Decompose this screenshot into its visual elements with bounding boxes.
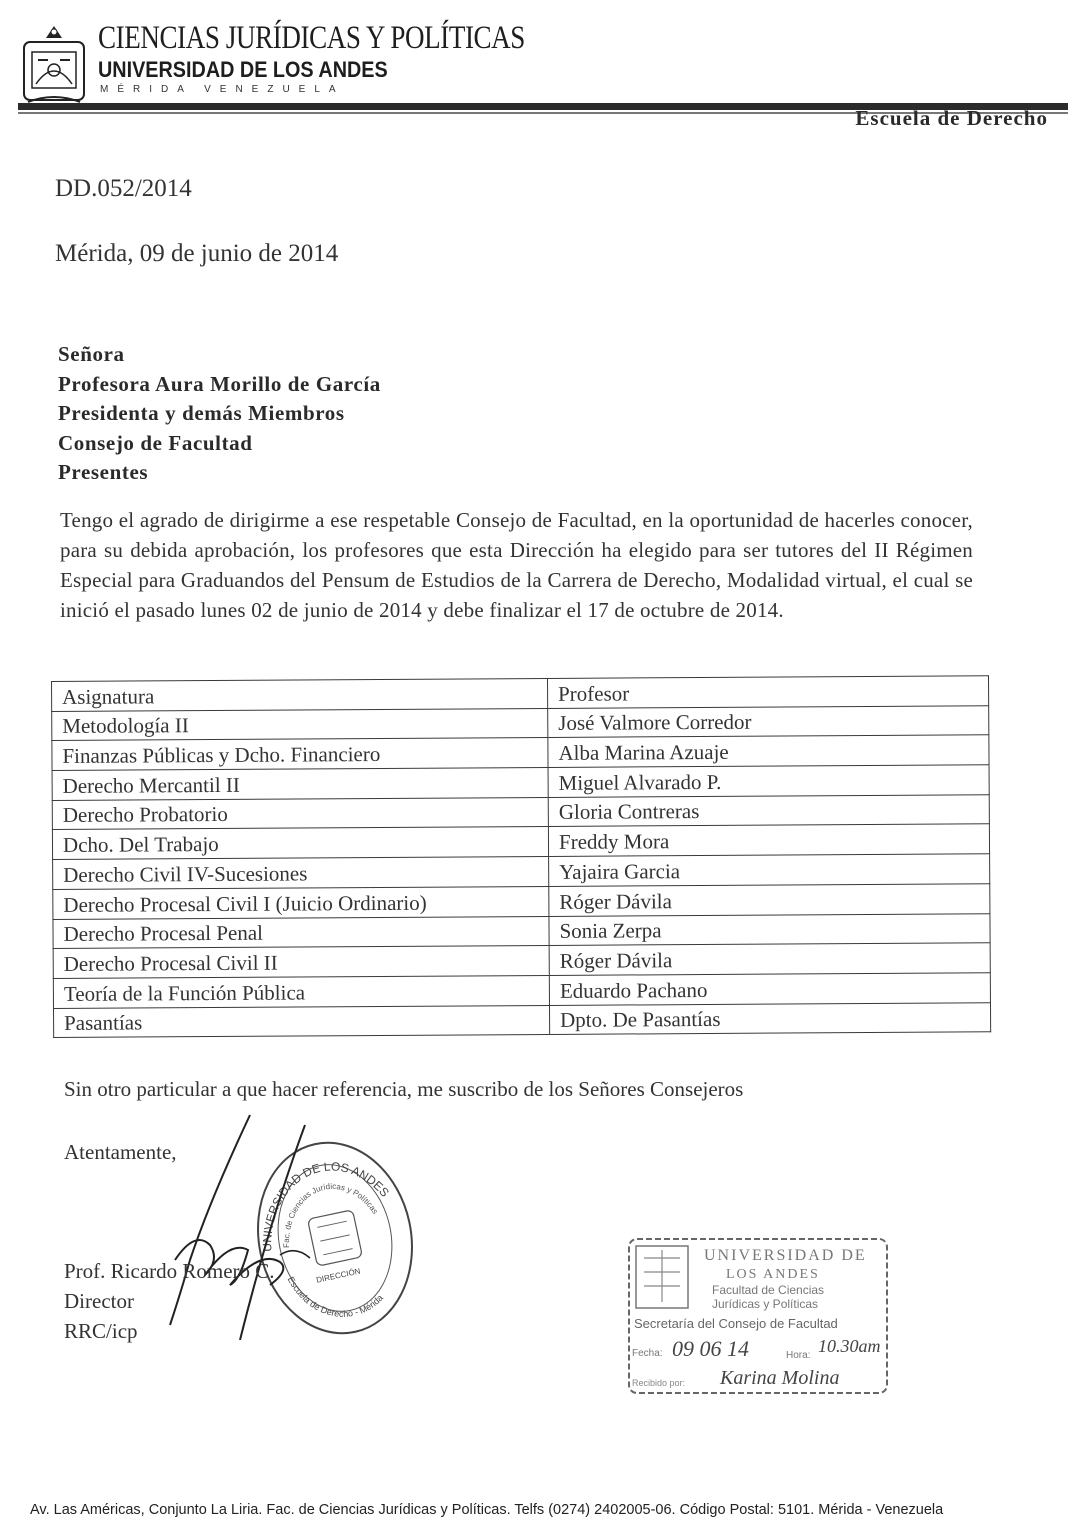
table-cell-professor: Miguel Alvarado P. <box>548 765 989 797</box>
recipient-line: Profesora Aura Morillo de García <box>58 371 381 396</box>
reference-number: DD.052/2014 <box>55 175 192 202</box>
reception-stamp <box>626 1236 890 1396</box>
table-cell-subject: Derecho Civil IV-Sucesiones <box>53 857 549 890</box>
table-cell-professor: Alba Marina Azuaje <box>548 735 989 767</box>
stamp-line-4: Jurídicas y Políticas <box>712 1297 819 1311</box>
header-city: MÉRIDA VENEZUELA <box>100 84 345 95</box>
table-cell-subject: Dcho. Del Trabajo <box>52 827 548 860</box>
table-header-subject: Asignatura <box>52 678 548 711</box>
recipient-line: Presidenta y demás Miembros <box>58 401 345 425</box>
table-cell-subject: Derecho Procesal Penal <box>53 916 549 949</box>
stamp-time-value: 10.30am <box>818 1336 881 1356</box>
university-crest-logo <box>18 22 90 108</box>
signer-role: Director <box>64 1289 134 1313</box>
table-cell-subject: Finanzas Públicas y Dcho. Financiero <box>52 738 548 771</box>
stamp-time-label: Hora: <box>786 1350 811 1361</box>
tutors-table <box>51 675 991 1038</box>
recipient-line: Presentes <box>58 460 149 484</box>
table-cell-professor: Freddy Mora <box>548 824 989 856</box>
table-cell-professor: Gloria Contreras <box>548 795 989 827</box>
table-cell-subject: Derecho Mercantil II <box>52 768 548 801</box>
table-cell-professor: Róger Dávila <box>549 943 990 975</box>
stamp-line-3: Facultad de Ciencias <box>712 1283 825 1297</box>
signer-initials: RRC/icp <box>64 1319 138 1343</box>
table-cell-professor: Sonia Zerpa <box>549 913 990 945</box>
closing-text: Sin otro particular a que hacer referencia, me suscribo de los Señores Consejeros <box>64 1077 744 1101</box>
seal-center-text: DIRECCIÓN <box>315 1266 362 1285</box>
recipient-line: Consejo de Facultad <box>58 430 253 455</box>
header-title: CIENCIAS JURÍDICAS Y POLÍTICAS <box>98 20 525 56</box>
stamp-line-5: Secretaría del Consejo de Facultad <box>634 1316 838 1331</box>
table-cell-subject: Derecho Procesal Civil I (Juicio Ordinario) <box>53 886 549 919</box>
body-paragraph: Tengo el agrado de dirigirme a ese respetable Consejo de Facultad, en la oportunidad de hacerles conocer, para su debida aprobación, los profesores que esta Dirección ha elegido para ser tutores del II Régimen Especial para Graduandos del Pensum de Estudios de la Carrera de Derecho, Modalidad virtual, el cual se inició el pasado lunes 02 de junio de 2014 y debe finalizar el 17 de octubre de 2014. <box>60 508 973 622</box>
seal-outer-text: UNIVERSIDAD DE LOS ANDES <box>260 1159 392 1252</box>
table-row <box>53 1002 990 1037</box>
school-name: Escuela de Derecho <box>855 106 1048 130</box>
seal-bottom-text: Escuela de Derecho - Mérida <box>285 1274 385 1319</box>
stamp-received-value: Karina Molina <box>720 1367 840 1389</box>
table-cell-professor: Eduardo Pachano <box>549 973 990 1005</box>
salutation: Atentamente, <box>64 1140 177 1164</box>
stamp-date-value: 09 06 14 <box>672 1336 749 1361</box>
table-cell-professor: José Valmore Corredor <box>548 705 989 737</box>
table-cell-subject: Pasantías <box>53 1005 549 1038</box>
table-header-professor: Profesor <box>547 676 988 708</box>
recipient-line: Señora <box>58 342 125 366</box>
table-cell-professor: Yajaira Garcia <box>549 854 990 886</box>
seal-inner-text: Fac. de Ciencias Jurídicas y Políticas <box>281 1181 380 1248</box>
signer-block <box>64 1256 275 1346</box>
footer-address: Av. Las Américas, Conjunto La Liria. Fac. de Ciencias Jurídicas y Políticas. Telfs (0274) 2402005-06. Código Postal: 5101. Mérida - Venezuela <box>30 1502 944 1518</box>
recipient-block <box>58 340 381 488</box>
table-cell-subject: Teoría de la Función Pública <box>53 975 549 1008</box>
signer-name: Prof. Ricardo Romero C. <box>64 1259 275 1283</box>
stamp-received-label: Recibido por: <box>632 1378 686 1388</box>
stamp-line-2: LOS ANDES <box>726 1267 820 1282</box>
table-cell-professor: Róger Dávila <box>549 884 990 916</box>
table-cell-subject: Metodología II <box>52 708 548 741</box>
header-university: UNIVERSIDAD DE LOS ANDES <box>98 57 388 82</box>
stamp-line-1: UNIVERSIDAD DE <box>704 1247 867 1264</box>
letter-date: Mérida, 09 de junio de 2014 <box>55 240 339 267</box>
table-cell-subject: Derecho Procesal Civil II <box>53 946 549 979</box>
stamp-date-label: Fecha: <box>632 1348 663 1359</box>
table-cell-professor: Dpto. De Pasantías <box>549 1002 990 1034</box>
table-cell-subject: Derecho Probatorio <box>52 797 548 830</box>
